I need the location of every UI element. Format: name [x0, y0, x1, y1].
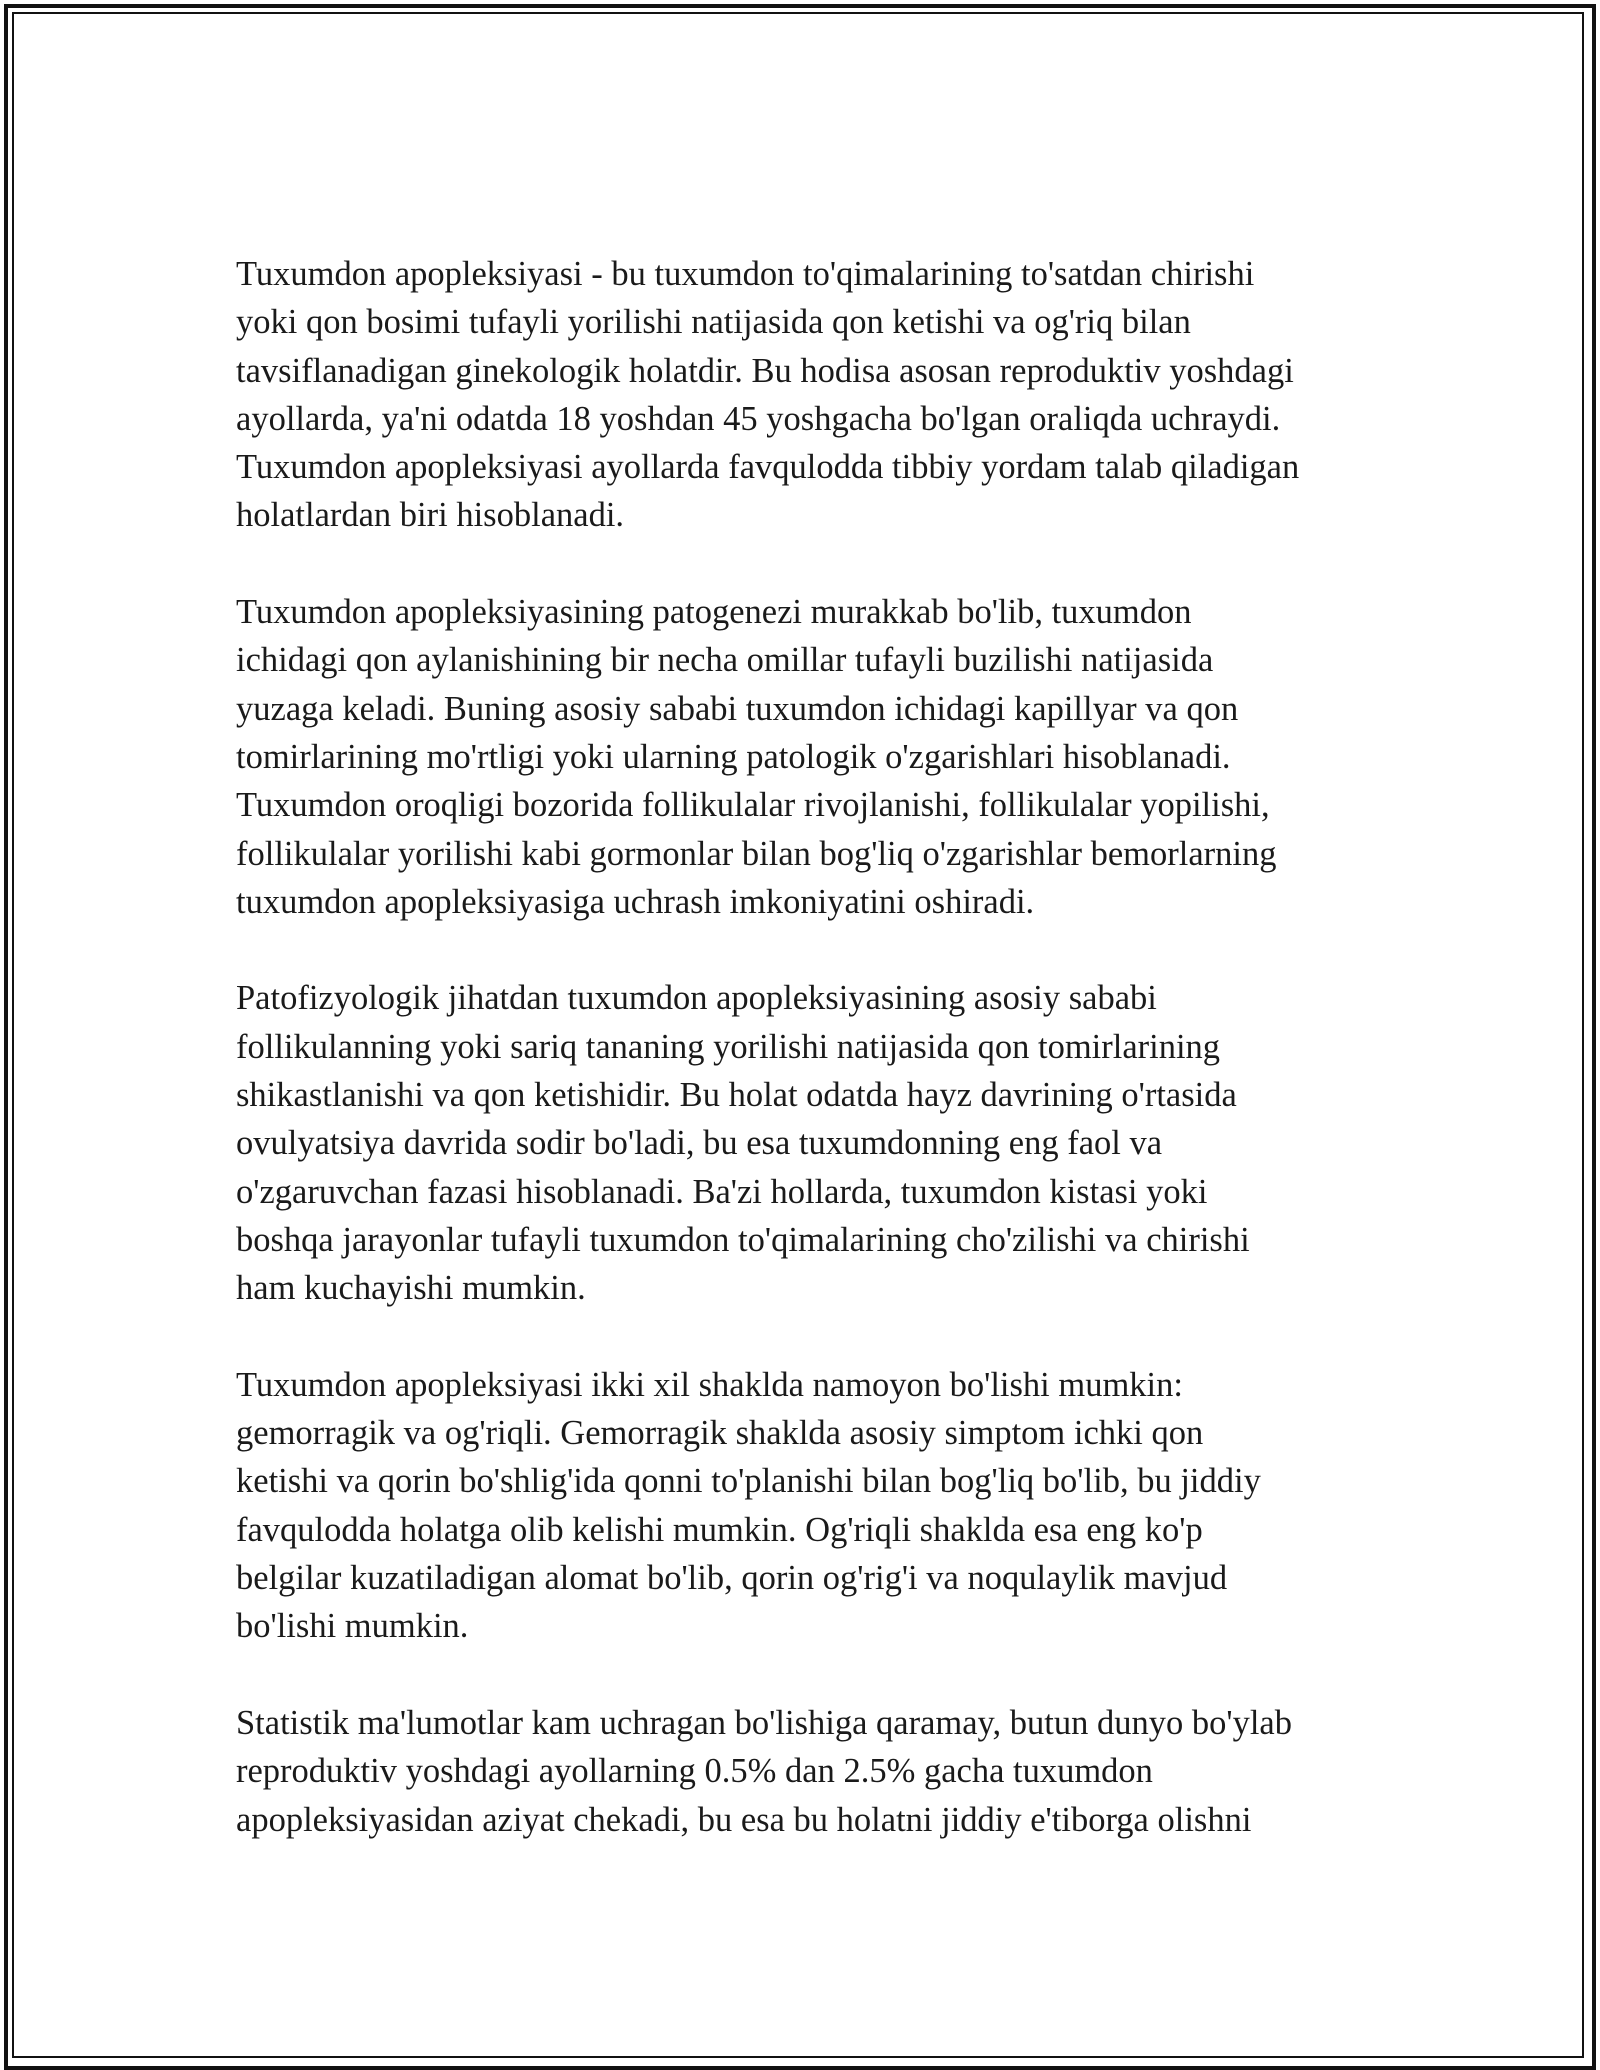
text-line: Statistik ma'lumotlar kam uchragan bo'lishiga qaramay, butun dunyo bo'ylab [236, 1703, 1292, 1742]
text-line: holatlardan biri hisoblanadi. [236, 496, 625, 535]
text-line: favqulodda holatga olib kelishi mumkin. Og'riqli shaklda esa eng ko'p [236, 1510, 1203, 1549]
paragraph-3 [236, 974, 1416, 1312]
text-line: follikulanning yoki sariq tananing yorilishi natijasida qon tomirlarining [236, 1027, 1221, 1066]
text-line: ayollarda, ya'ni odatda 18 yoshdan 45 yoshgacha bo'lgan oraliqda uchraydi. [236, 399, 1281, 438]
text-line: Tuxumdon apopleksiyasining patogenezi murakkab bo'lib, tuxumdon [236, 593, 1192, 632]
text-line: Tuxumdon apopleksiyasi ayollarda favqulodda tibbiy yordam talab qiladigan [236, 448, 1300, 487]
text-line: Tuxumdon apopleksiyasi ikki xil shaklda namoyon bo'lishi mumkin: [236, 1365, 1183, 1404]
text-line: gemorragik va og'riqli. Gemorragik shaklda asosiy simptom ichki qon [236, 1414, 1204, 1453]
paragraph-4 [236, 1361, 1416, 1651]
text-line: reproduktiv yoshdagi ayollarning 0.5% dan 2.5% gacha tuxumdon [236, 1752, 1153, 1791]
text-line: ketishi va qorin bo'shlig'ida qonni to'planishi bilan bog'liq bo'lib, bu jiddiy [236, 1462, 1261, 1501]
text-line: tuxumdon apopleksiyasiga uchrash imkoniyatini oshiradi. [236, 882, 1035, 921]
text-line: yoki qon bosimi tufayli yorilishi natijasida qon ketishi va og'riq bilan [236, 303, 1191, 342]
paragraph-1 [236, 250, 1416, 540]
text-line: ham kuchayishi mumkin. [236, 1269, 586, 1308]
text-line: follikulalar yorilishi kabi gormonlar bilan bog'liq o'zgarishlar bemorlarning [236, 834, 1277, 873]
text-line: bo'lishi mumkin. [236, 1607, 469, 1646]
text-line: ichidagi qon aylanishining bir necha omillar tufayli buzilishi natijasida [236, 641, 1214, 680]
text-line: o'zgaruvchan fazasi hisoblanadi. Ba'zi hollarda, tuxumdon kistasi yoki [236, 1172, 1208, 1211]
text-line: yuzaga keladi. Buning asosiy sababi tuxumdon ichidagi kapillyar va qon [236, 689, 1239, 728]
paragraph-2 [236, 588, 1416, 926]
text-line: Tuxumdon apopleksiyasi - bu tuxumdon to'qimalarining to'satdan chirishi [236, 255, 1255, 293]
text-line: ovulyatsiya davrida sodir bo'ladi, bu esa tuxumdonning eng faol va [236, 1124, 1163, 1163]
text-line: Patofizyologik jihatdan tuxumdon apopleksiyasining asosiy sababi [236, 979, 1157, 1018]
paragraph-5 [236, 1699, 1416, 1844]
text-line: Tuxumdon oroqligi bozorida follikulalar rivojlanishi, follikulalar yopilishi, [236, 786, 1270, 825]
document-body [236, 250, 1416, 1892]
text-line: belgilar kuzatiladigan alomat bo'lib, qorin og'rig'i va noqulaylik mavjud [236, 1559, 1228, 1598]
text-line: shikastlanishi va qon ketishidir. Bu holat odatda hayz davrining o'rtasida [236, 1076, 1237, 1115]
text-line: apopleksiyasidan aziyat chekadi, bu esa bu holatni jiddiy e'tiborga olishni [236, 1800, 1252, 1839]
text-line: boshqa jarayonlar tufayli tuxumdon to'qimalarining cho'zilishi va chirishi [236, 1220, 1250, 1259]
text-line: tomirlarining mo'rtligi yoki ularning patologik o'zgarishlari hisoblanadi. [236, 737, 1231, 776]
text-line: tavsiflanadigan ginekologik holatdir. Bu hodisa asosan reproduktiv yoshdagi [236, 351, 1294, 390]
